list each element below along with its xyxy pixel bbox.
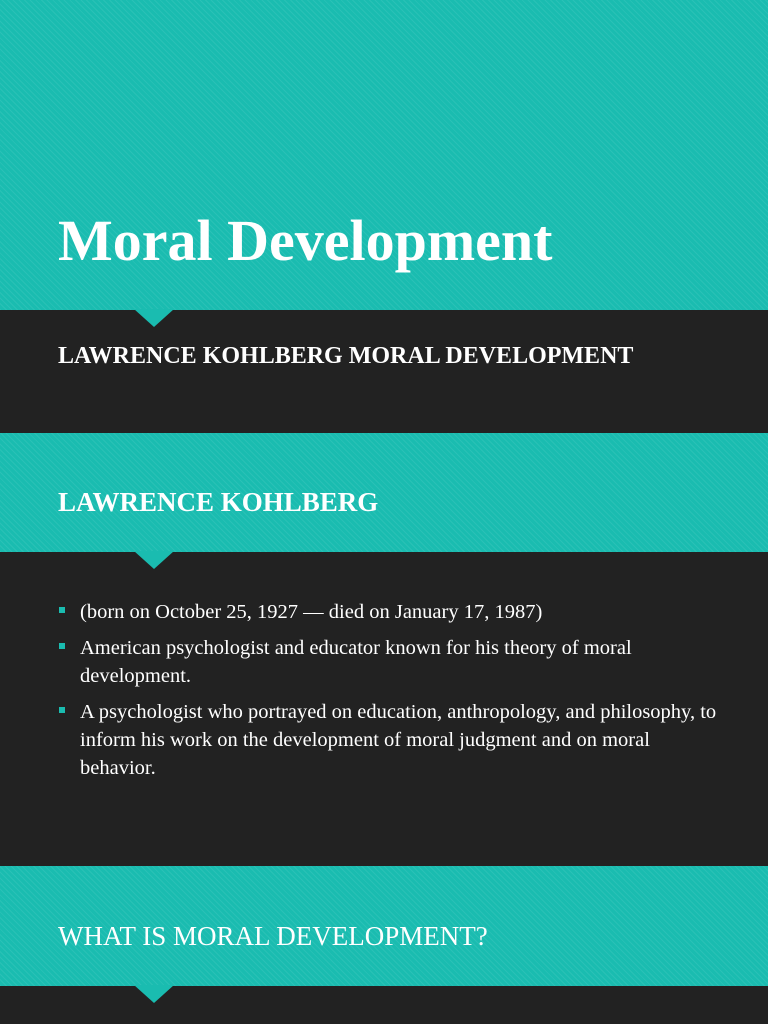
- slide-1-subtitle: LAWRENCE KOHLBERG MORAL DEVELOPMENT: [58, 343, 634, 369]
- square-bullet-icon: [59, 643, 65, 649]
- square-bullet-icon: [59, 707, 65, 713]
- bullet-text: (born on October 25, 1927 — died on January 17, 1987): [80, 601, 543, 623]
- slide-2-heading: LAWRENCE KOHLBERG: [58, 487, 379, 517]
- slide-1-title: Moral Development: [58, 208, 553, 273]
- slide-2-notch: [134, 551, 174, 569]
- bullet-text: A psychologist who portrayed on education, anthropology, and philosophy, to inform his work on the development of moral judgment and on moral behavior.: [80, 701, 717, 779]
- bullet-item: [58, 698, 728, 782]
- slide-3-notch: [134, 985, 174, 1003]
- slide-3-heading: WHAT IS MORAL DEVELOPMENT?: [58, 921, 488, 951]
- bullet-item: [58, 598, 728, 626]
- slide-2-bullet-list: [58, 598, 728, 790]
- square-bullet-icon: [59, 607, 65, 613]
- bullet-item: [58, 634, 728, 690]
- slide-1-notch: [134, 309, 174, 327]
- slide-3-body: [0, 986, 768, 1024]
- bullet-text: American psychologist and educator known for his theory of moral development.: [80, 637, 632, 687]
